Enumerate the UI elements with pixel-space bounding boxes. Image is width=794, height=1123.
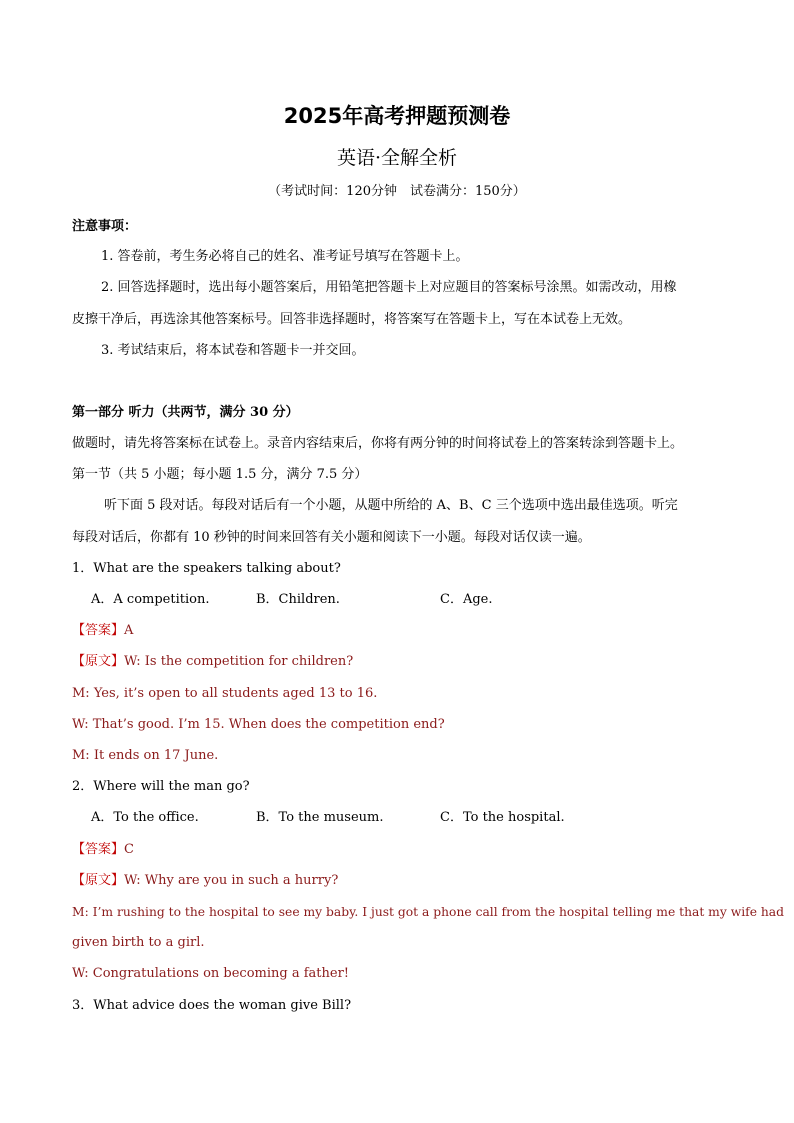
directions-line-1: 听下面 5 段对话。每段对话后有一个小题，从题中所给的 A、B、C 三个选项中选出最佳选项。听完 [104,498,678,513]
answer-value: A [124,623,134,638]
notice-item-2-line-2: 皮擦干净后，再选涂其他答案标号。回答非选择题时，将答案写在答题卡上，写在本试卷上无效。 [72,312,632,327]
page-title: 2025年高考押题预测卷 [283,104,511,128]
question-1-option-c: C．Age. [440,592,493,607]
script-tag: 【原文】 [72,654,125,669]
script-text: W: Is the competition for children? [124,654,354,669]
question-1-option-a: A．A competition. [91,592,210,607]
question-1-answer [72,622,133,640]
question-2-option-c: C．To the hospital. [440,810,565,825]
answer-tag: 【答案】 [72,842,125,857]
notice-item-3: 3. 考试结束后，将本试卷和答题卡一并交回。 [101,343,365,358]
question-2-stem: 2．Where will the man go? [72,779,250,794]
question-2-script-line-1 [72,872,338,890]
section1-heading: 第一节（共 5 小题；每小题 1.5 分，满分 7.5 分） [72,467,368,482]
question-2-answer [72,841,134,859]
notice-item-1: 1. 答卷前，考生务必将自己的姓名、准考证号填写在答题卡上。 [101,249,469,264]
notice-item-2-line-1: 2. 回答选择题时，选出每小题答案后，用铅笔把答题卡上对应题目的答案标号涂黑。如需改动，用橡 [101,280,677,295]
question-2-script-line-2: M: I’m rushing to the hospital to see my baby. I just got a phone call from the hospital telling me that my wife had [72,905,785,919]
part1-heading: 第一部分 听力（共两节，满分 30 分） [72,405,299,420]
answer-value: C [124,842,134,857]
notice-heading: 注意事项： [72,219,138,234]
question-2-option-a: A．To the office. [91,810,199,825]
script-text: W: Why are you in such a hurry? [124,873,339,888]
question-1-script-line-4: M: It ends on 17 June. [72,748,219,763]
directions-line-2: 每段对话后，你都有 10 秒钟的时间来回答有关小题和阅读下一小题。每段对话仅读一遍。 [72,530,591,545]
question-2-script-line-4: W: Congratulations on becoming a father! [72,966,350,981]
page-subtitle: 英语·全解全析 [336,147,458,169]
question-1-stem: 1．What are the speakers talking about? [72,561,341,576]
question-1-option-b: B．Children. [256,592,340,607]
question-1-script-line-1 [72,653,353,671]
part1-intro: 做题时，请先将答案标在试卷上。录音内容结束后，你将有两分钟的时间将试卷上的答案转涂到答题卡上。 [72,436,684,451]
question-3-stem: 3．What advice does the woman give Bill? [72,998,352,1013]
question-1-script-line-3: W: That’s good. I’m 15. When does the competition end? [72,717,445,732]
question-2-option-b: B．To the museum. [256,810,384,825]
answer-tag: 【答案】 [72,623,125,638]
question-1-script-line-2: M: Yes, it’s open to all students aged 13 to 16. [72,686,378,701]
question-2-script-line-3: given birth to a girl. [72,935,205,950]
script-tag: 【原文】 [72,873,125,888]
exam-meta: （考试时间：120分钟 试卷满分：150分） [268,184,526,199]
